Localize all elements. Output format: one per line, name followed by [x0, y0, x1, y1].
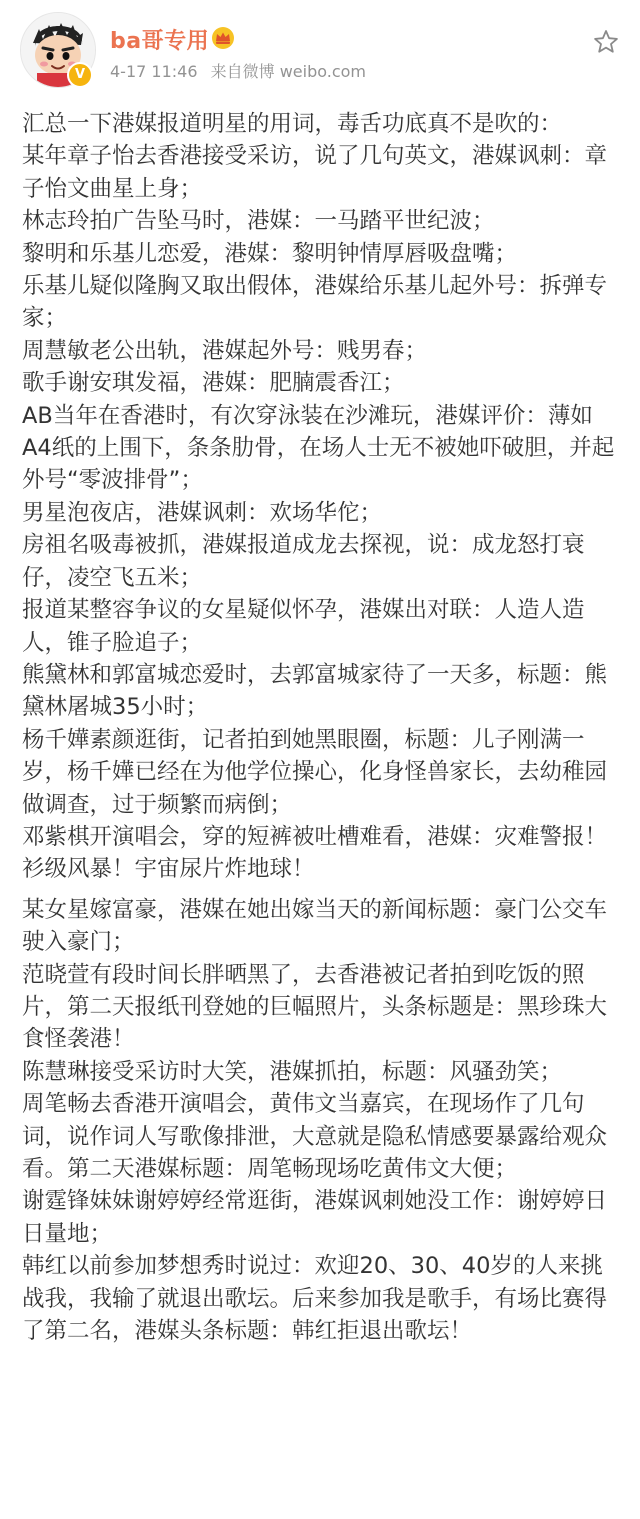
- post-paragraph: 某年章子怡去香港接受采访，说了几句英文，港媒讽刺：章子怡文曲星上身；: [22, 143, 608, 202]
- post-paragraph: 某女星嫁富豪，港媒在她出嫁当天的新闻标题：豪门公交车驶入豪门；: [22, 896, 608, 956]
- post-paragraph: 男星泡夜店，港媒讽刺：欢场华佗；: [22, 499, 383, 526]
- post-paragraph: 陈慧琳接受采访时大笑，港媒抓拍，标题：风骚劲笑；: [22, 1058, 563, 1085]
- post-paragraph: 汇总一下港媒报道明星的用词，毒舌功底真不是吹的：: [22, 111, 563, 137]
- post-paragraph: 周慧敏老公出轨，港媒起外号：贱男春；: [22, 337, 428, 364]
- post-source[interactable]: 来自微博 weibo.com: [210, 62, 366, 81]
- verified-badge-icon: V: [67, 62, 93, 88]
- post-paragraph: 歌手谢安琪发福，港媒：肥腩震香江；: [22, 370, 405, 397]
- post-paragraph: 乐基儿疑似隆胸又取出假体，港媒给乐基儿起外号：拆弹专家；: [22, 273, 608, 332]
- post-paragraph: 韩红以前参加梦想秀时说过：欢迎20、30、40岁的人来挑战我，我输了就退出歌坛。后来参加我是歌手，有场比赛得了第二名，港媒头条标题：韩红拒退出歌坛！: [22, 1253, 608, 1345]
- post-timestamp: 4-17 11:46: [110, 62, 198, 81]
- post-paragraph: AB当年在香港时，有次穿泳装在沙滩玩，港媒评价：薄如A4纸的上围下，条条肋骨，在场人士无不被她吓破胆，并起外号“零波排骨”；: [22, 402, 615, 494]
- post-paragraph: 范晓萱有段时间长胖晒黑了，去香港被记者拍到吃饭的照片，第二天报纸刊登她的巨幅照片，头条标题是：黑珍珠大食怪袭港！: [22, 961, 608, 1053]
- post-paragraph: 林志玲拍广告坠马时，港媒：一马踏平世纪波；: [22, 208, 495, 235]
- crown-icon[interactable]: [210, 26, 236, 50]
- post-paragraph: 谢霆锋妹妹谢婷婷经常逛街，港媒讽刺她没工作：谢婷婷日日量地；: [22, 1188, 608, 1247]
- post-paragraph: 熊黛林和郭富城恋爱时，去郭富城家待了一天多，标题：熊黛林屠城35小时；: [22, 661, 608, 721]
- post-paragraph: 杨千嬅素颜逛街，记者拍到她黑眼圈，标题：儿子刚满一岁，杨千嬅已经在为他学位操心，化身怪兽家长，去幼稚园做调查，过于频繁而病倒；: [22, 726, 608, 818]
- post-meta: [110, 59, 374, 82]
- post-paragraph: 周笔畅去香港开演唱会，黄伟文当嘉宾，在现场作了几句词，说作词人写歌像排泄，大意就是隐私情感要暴露给观众看。第二天港媒标题：周笔畅现场吃黄伟文大便；: [22, 1091, 608, 1182]
- author-name[interactable]: ba哥专用: [110, 29, 210, 54]
- post-paragraph: 房祖名吸毒被抓，港媒报道成龙去探视，说：成龙怒打衰仔，凌空飞五米；: [22, 532, 585, 591]
- post-paragraph: 黎明和乐基儿恋爱，港媒：黎明钟情厚唇吸盘嘴；: [22, 240, 518, 267]
- post-paragraph: 报道某整容争议的女星疑似怀孕，港媒出对联：人造人造人，锥子脸追子；: [22, 597, 585, 656]
- post-body: [22, 108, 622, 1347]
- star-outline-icon[interactable]: [592, 28, 620, 56]
- post-header: [0, 0, 640, 100]
- post-paragraph: 邓紫棋开演唱会，穿的短裤被吐槽难看，港媒：灾难警报！衫级风暴！宇宙尿片炸地球！: [22, 823, 608, 883]
